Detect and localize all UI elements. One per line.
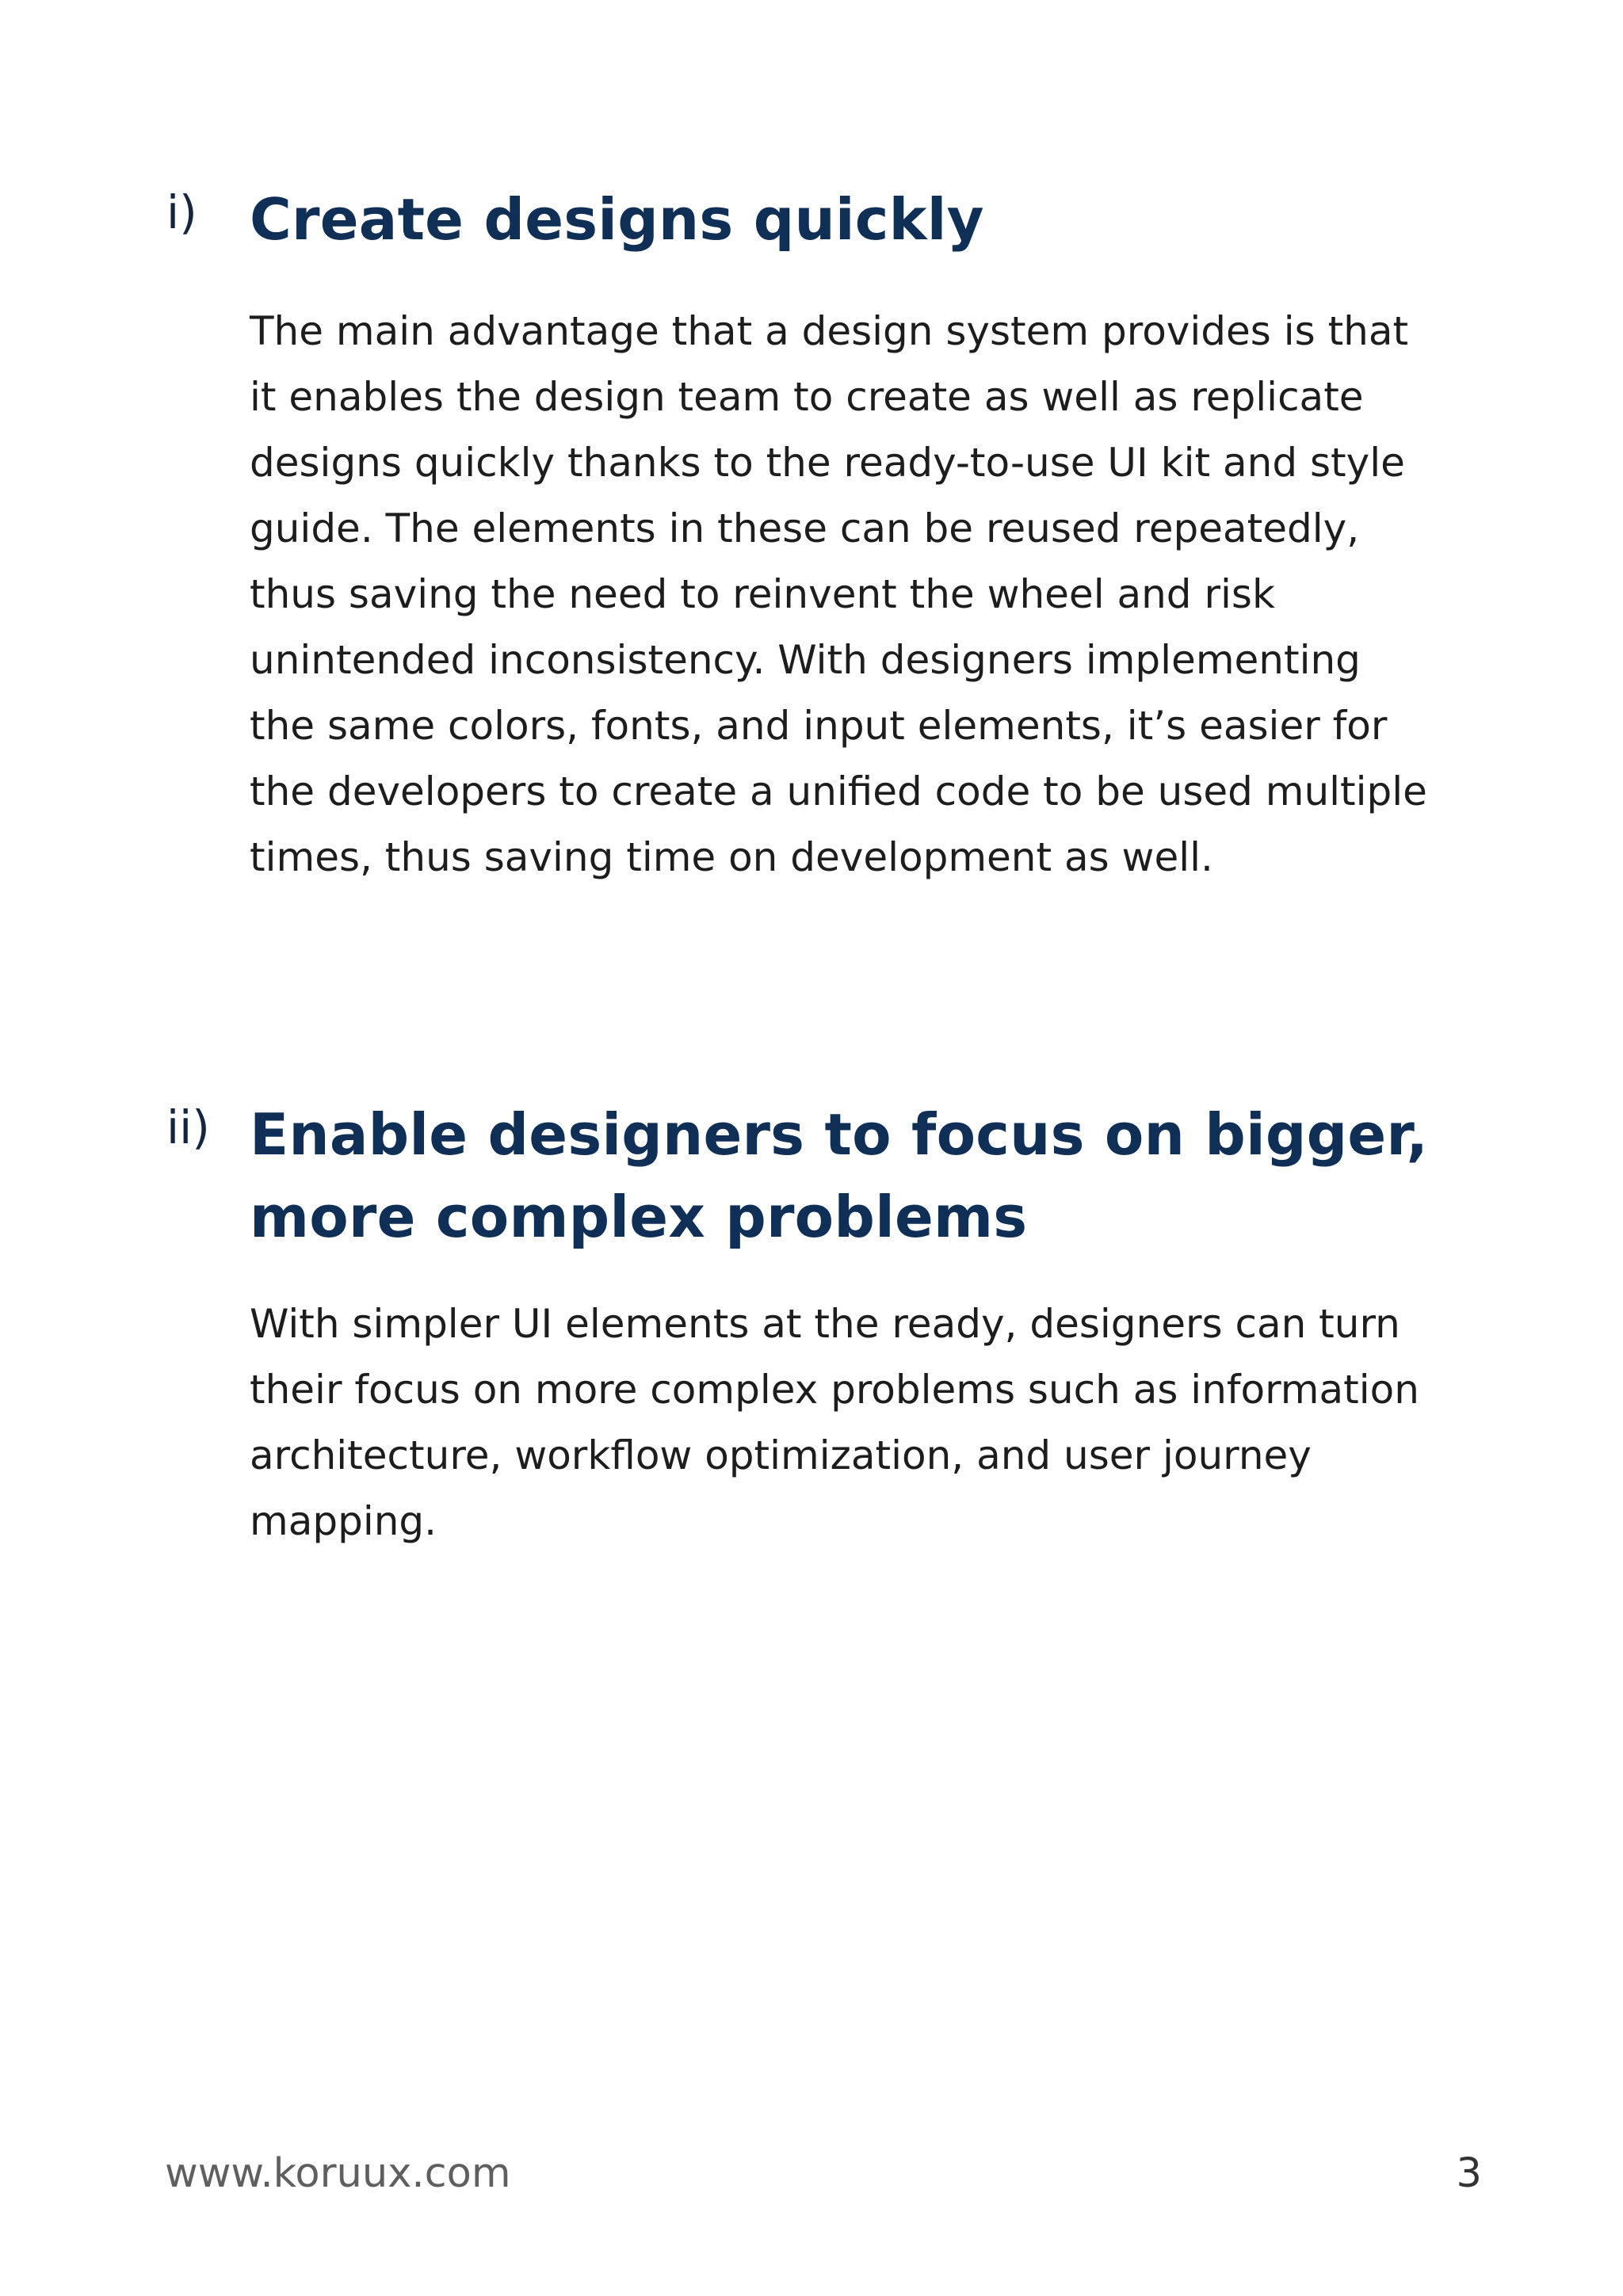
section-create-designs: [166, 178, 1514, 891]
footer-url: www.koruux.com: [165, 2150, 511, 2197]
section-body-text: The main advantage that a design system provides is that it enables the design team to create as well as replicate designs quickly thanks to the ready-to-use UI kit and style guide. The elements in these can be reused repeatedly, thus saving the need to reinvent the wheel and risk unintended inconsistency. With designers implementing the same colors, fonts, and input elements, it’s easier for the developers to create a unified code to be used multiple times, thus saving time on development as well.: [250, 308, 1427, 880]
section-focus-problems: [166, 1093, 1514, 1554]
page-number: 3: [1456, 2150, 1482, 2197]
section-heading: Create designs quickly: [250, 186, 984, 253]
section-numeral: i): [166, 185, 197, 239]
section-heading: Enable designers to focus on bigger, more complex problems: [250, 1101, 1429, 1250]
section-body-text: With simpler UI elements at the ready, designers can turn their focus on more complex problems such as information architecture, workflow optimization, and user journey mapping.: [250, 1301, 1419, 1544]
section-numeral: ii): [166, 1100, 210, 1154]
